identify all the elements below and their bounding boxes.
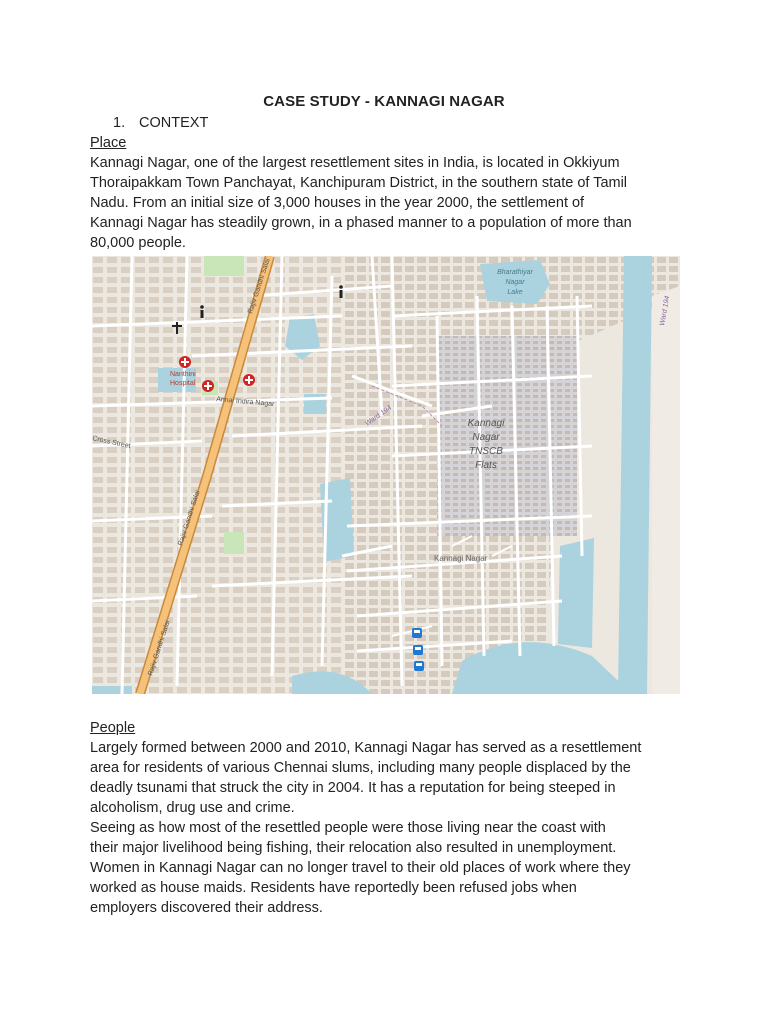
place-line: 80,000 people. [90, 235, 186, 251]
people-line: Largely formed between 2000 and 2010, Kannagi Nagar has served as a resettlement [90, 740, 642, 756]
kannagi-nagar-map [92, 256, 680, 694]
map-label: Nagar [472, 432, 500, 443]
tnscb-flats-area [437, 336, 577, 536]
map-label: Ward 194 [364, 404, 393, 428]
people-line: alcoholism, drug use and crime. [90, 800, 295, 816]
info-icon [200, 305, 204, 318]
people-line: worked as house maids. Residents have reportedly been refused jobs when [90, 880, 577, 896]
hospital-icon [202, 380, 214, 392]
hospital-icon [243, 374, 255, 386]
map-label: Nagar [505, 279, 525, 286]
place-line: Kannagi Nagar, one of the largest resettlement sites in India, is located in Okkiyum [90, 155, 620, 171]
map-label: Flats [475, 460, 497, 471]
section-label: CONTEXT [139, 115, 209, 131]
map-label: Kannagi Nagar [434, 554, 488, 563]
bus-stop-icon [414, 661, 424, 671]
bus-stop-icon [413, 645, 423, 655]
map-label: Lake [507, 289, 523, 296]
place-line: Nadu. From an initial size of 3,000 houses in the year 2000, the settlement of [90, 195, 585, 211]
place-paragraph [90, 153, 690, 253]
map-label: Bharathiyar [497, 269, 533, 276]
people-line: their major livelihood being fishing, their relocation also resulted in unemployment. [90, 840, 617, 856]
section-context [113, 115, 208, 131]
people-line: Women in Kannagi Nagar can no longer travel to their old places of work where they [90, 860, 631, 876]
info-icon [339, 285, 343, 298]
bus-stop-icon [412, 628, 422, 638]
map-label: Kannagi [467, 418, 505, 429]
people-heading: People [90, 720, 136, 736]
place-line: Kannagi Nagar has steadily grown, in a phased manner to a population of more than [90, 215, 632, 231]
map-label: TNSCB [469, 446, 503, 457]
map-label: Ward 194 [659, 295, 672, 327]
map-label: Rajiv Gandhi Salai [177, 489, 202, 547]
place-heading: Place [90, 135, 127, 151]
map-label: Rajiv Gandhi Salai [247, 257, 272, 315]
people-line: deadly tsunami that struck the city in 2004. It has a reputation for being steeped in [90, 780, 616, 796]
people-line: area for residents of various Chennai slums, including many people displaced by the [90, 760, 631, 776]
map-label: Annai Indira Nagar [215, 396, 275, 409]
section-number: 1. [113, 115, 126, 131]
place-line: Thoraipakkam Town Panchayat, Kanchipuram District, in the southern state of Tamil [90, 175, 628, 191]
document-title: CASE STUDY - KANNAGI NAGAR [263, 93, 505, 110]
map-label: Hospital [170, 380, 196, 387]
map-label: Cross Street [92, 435, 132, 451]
map-label: Rajiv Gandhi Salai [147, 619, 172, 677]
hospital-icon [179, 356, 191, 368]
people-paragraph [90, 738, 690, 918]
map-label: Nanthini [170, 371, 196, 378]
people-line: employers discovered their address. [90, 900, 323, 916]
people-line: Seeing as how most of the resettled people were those living near the coast with [90, 820, 606, 836]
